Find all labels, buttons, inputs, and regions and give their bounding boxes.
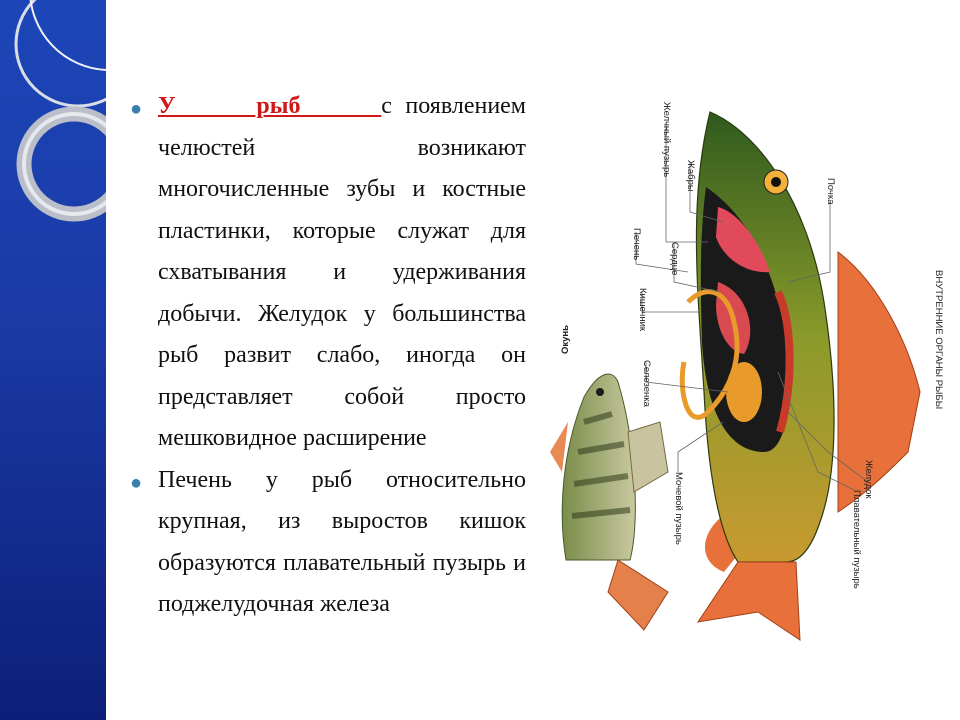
label-stomach: Желудок [863, 460, 874, 499]
label-heart: Сердце [669, 242, 680, 276]
label-intestine: Кишечник [637, 288, 648, 332]
bullet-lead: У рыб [158, 93, 382, 119]
bullet-text: Печень у рыб относительно крупная, из выростов кишок образуются плавательный пузырь и поджелудочная железа [158, 466, 526, 617]
label-gallbladder: Желчный пузырь [661, 102, 672, 178]
species-label: Окунь [560, 324, 571, 354]
label-spleen: Селезенка [641, 360, 652, 407]
label-gills: Жабры [685, 160, 696, 192]
slide-text [130, 86, 526, 626]
label-urinary-bladder: Мочевой пузырь [673, 472, 684, 545]
big-fish-drawing [682, 112, 920, 640]
label-swim-bladder: Плавательный пузырь [851, 490, 862, 589]
bullet-text: с появлением челюстей возникают многочисленные зубы и костные пластинки, которые служат для схватывания и удерживания добычи. Желудок у большинства рыб развит слабо, иногда он представляет собой просто мешковидное расширение [158, 93, 526, 451]
bullet-dot-icon: ● [130, 98, 143, 120]
perch-drawing [550, 374, 668, 630]
fish-anatomy-illustration [548, 92, 948, 652]
label-liver: Печень [631, 228, 642, 261]
bullet-liver [130, 460, 526, 626]
illustration-caption: ВНУТРЕННИЕ ОРГАНЫ РЫБЫ [933, 270, 944, 410]
decorative-rings [0, 0, 106, 720]
bullet-jaws-teeth [130, 86, 526, 460]
label-kidney: Почка [825, 178, 836, 205]
bullet-dot-icon: ● [130, 471, 143, 494]
decorative-side-band [0, 0, 106, 720]
